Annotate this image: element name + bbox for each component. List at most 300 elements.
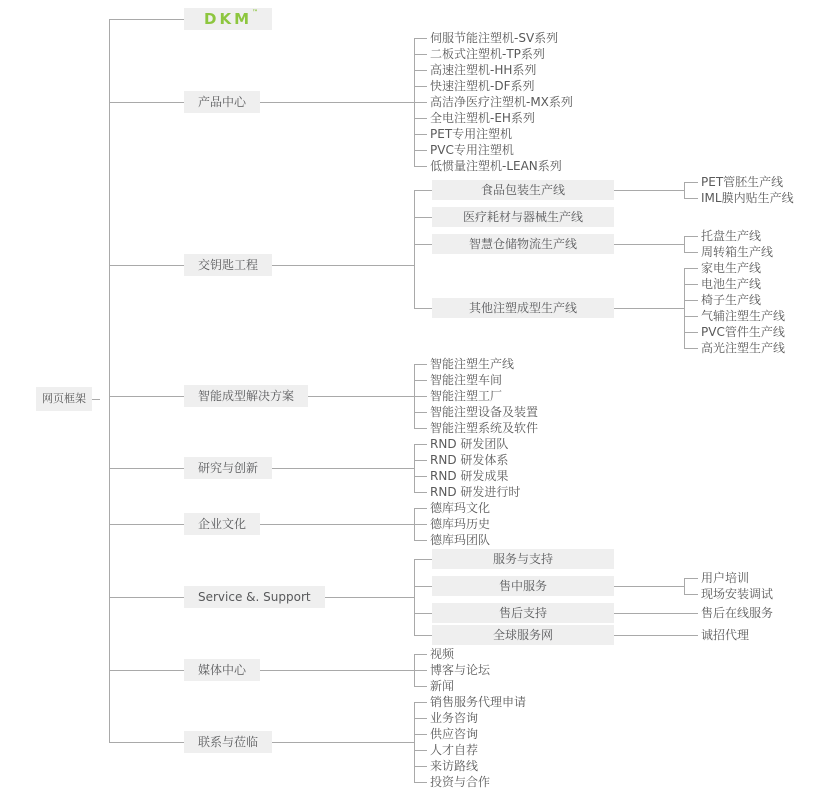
connector-line [414,244,432,245]
cell-global-service-network [414,624,684,646]
children-of-media-center [414,646,490,694]
cell-corporate-culture [109,513,414,535]
node-label: 家电生产线 [701,261,762,275]
connector-line [414,428,427,429]
cell-smart-warehouse-logistics-line [414,233,684,255]
connector-line [414,308,432,309]
branch-dkm-history [414,516,490,532]
node-label: 交钥匙工程 [198,258,259,272]
cell-dkm-logo [109,8,414,30]
branch-smart-injection-software [414,420,538,436]
branch-mx-series [414,94,573,110]
cell-rnd-team [414,436,508,452]
node-label: 智能注塑生产线 [430,357,515,371]
node-pet-preform-line[interactable] [698,174,783,190]
node-label: 快速注塑机-DF系列 [430,79,535,93]
node-label: 来访路线 [430,759,479,773]
connector-line [109,597,184,598]
connector-line [414,217,432,218]
node-label: 媒体中心 [198,663,247,677]
connector-line [414,702,427,703]
node-smart-injection-workshop[interactable] [427,372,502,388]
node-label: 智能注塑系统及软件 [430,421,539,435]
node-label: 德库玛文化 [430,501,491,515]
node-iml-in-mold-label-line[interactable] [698,190,794,206]
node-df-series[interactable] [427,78,534,94]
node-label: 其他注塑成型生产线 [468,301,577,315]
node-user-training[interactable] [698,570,749,586]
node-smart-molding-solutions[interactable] [184,385,308,407]
branch-onsite-installation-debugging [684,586,773,602]
branch-smart-warehouse-logistics-line [414,228,794,260]
branch-hh-series [414,62,573,78]
node-rnd-achievements[interactable] [427,468,508,484]
node-service-support[interactable] [184,586,325,608]
node-label: 销售服务代理申请 [430,695,527,709]
node-sales-agent-application[interactable] [427,694,526,710]
connector-line [684,594,698,595]
connector-line [414,559,432,560]
branch-turnkey-project [109,174,794,356]
node-corporate-culture[interactable] [184,513,260,535]
node-label: 德库玛历史 [430,517,491,531]
node-label: 电池生产线 [701,277,762,291]
connector-line [414,734,427,735]
cell-after-sale-online-service [684,605,773,621]
cell-news [414,678,454,694]
children-of-smart-molding-solutions [414,356,538,436]
connector-line [414,412,427,413]
branch-rnd-ongoing [414,484,520,500]
connector-line [109,396,184,397]
connector-line [272,265,414,266]
node-smart-injection-equipment[interactable] [427,404,538,420]
branch-talent-recommendation [414,742,526,758]
connector-line [109,265,184,266]
connector-line [684,268,698,269]
connector-line [684,316,698,317]
node-supply-inquiry[interactable] [427,726,478,742]
cell-service-and-support [414,548,684,570]
node-label: 产品中心 [198,95,247,109]
children-of-in-sale-service [684,570,773,602]
connector-line [414,782,427,783]
node-label: 气辅注塑生产线 [701,309,786,323]
cell-pvc-machine [414,142,514,158]
connector-line [414,364,427,365]
connector-line [109,19,184,20]
cell-hh-series [414,62,536,78]
node-label: 研究与创新 [198,461,259,475]
branch-iml-in-mold-label-line [684,190,794,206]
node-label: 服务与支持 [492,552,553,566]
branch-product-center [109,30,794,174]
connector-line [414,670,427,671]
cell-rnd-achievements [414,468,508,484]
node-onsite-installation-debugging[interactable] [698,586,773,602]
children-of-research-innovation [414,436,520,500]
node-food-packaging-line[interactable] [432,180,614,200]
node-page-frame[interactable] [36,387,92,411]
node-hh-series[interactable] [427,62,536,78]
node-label: 全球服务网 [492,628,553,642]
cell-smart-injection-workshop [414,372,502,388]
node-label: PET管胚生产线 [701,175,784,189]
node-sv-series[interactable] [427,30,558,46]
branch-pet-machine [414,126,573,142]
branch-blog-forum [414,662,490,678]
branch-food-packaging-line [414,174,794,206]
node-dkm-team[interactable] [427,532,490,548]
connector-line [109,524,184,525]
connector-line [614,635,684,636]
cell-sv-series [414,30,558,46]
node-label: 业务咨询 [430,711,479,725]
connector-line [614,586,684,587]
connector-line [414,134,427,135]
node-label: 高速注塑机-HH系列 [430,63,537,77]
node-label: Service &. Support [198,590,311,604]
connector-line [414,524,427,525]
node-medical-consumables-line[interactable] [432,207,614,227]
node-label: 高洁净医疗注塑机-MX系列 [430,95,573,109]
branch-pvc-fitting-line [684,324,785,340]
cell-in-sale-service [414,575,684,597]
node-other-injection-molding-line[interactable] [432,298,614,318]
node-pvc-fitting-line[interactable] [698,324,785,340]
cell-high-gloss-line [684,340,785,356]
connector-line [684,613,698,614]
connector-line [414,540,427,541]
connector-line [684,578,698,579]
branch-gas-assist-line [684,308,785,324]
cell-smart-injection-factory [414,388,502,404]
node-after-sale-online-service[interactable] [698,605,773,621]
connector-line [414,86,427,87]
node-blog-forum[interactable] [427,662,490,678]
cell-eh-series [414,110,535,126]
cell-dkm-history [414,516,490,532]
branch-supply-inquiry [414,726,526,742]
branch-service-support [109,548,794,646]
connector-line [272,468,414,469]
node-label: 企业文化 [198,517,247,531]
branch-df-series [414,78,573,94]
branch-news [414,678,490,694]
node-pet-machine[interactable] [427,126,512,142]
node-label: 伺服节能注塑机-SV系列 [430,31,559,45]
branch-global-service-network [414,624,773,646]
node-label: 智能成型解决方案 [198,389,295,403]
trademark-icon: ™ [252,9,259,16]
cell-page-frame [36,387,109,411]
branch-smart-molding-solutions [109,356,794,436]
cell-lean-series [414,158,562,174]
connector-line [414,492,427,493]
branch-sales-agent-application [414,694,526,710]
children-of-corporate-culture [414,500,490,548]
branch-chair-line [684,292,785,308]
connector-line [92,399,100,400]
cell-rnd-ongoing [414,484,520,500]
node-label: 联系与莅临 [198,735,259,749]
connector-line [260,102,414,103]
children-of-food-packaging-line [684,174,794,206]
connector-line [614,190,684,191]
cell-service-support [109,586,414,608]
connector-line [109,742,184,743]
connector-line [684,635,698,636]
connector-line [414,508,427,509]
connector-line [414,396,427,397]
node-appliance-line[interactable] [698,260,761,276]
branch-after-sale-online-service [684,605,773,621]
branch-agent-recruitment [684,627,749,643]
cell-dkm-culture [414,500,490,516]
cell-contact-visit [109,731,414,753]
cell-visit-route [414,758,478,774]
connector-line [684,348,698,349]
connector-line [272,742,414,743]
connector-line [414,613,432,614]
cell-agent-recruitment [684,627,749,643]
branch-appliance-line [684,260,785,276]
connector-line [414,654,427,655]
node-label: 诚招代理 [701,628,750,642]
cell-turnkey-project [109,254,414,276]
branch-sv-series [414,30,573,46]
node-talent-recommendation[interactable] [427,742,478,758]
children-of-service-support [414,548,773,646]
cell-smart-injection-equipment [414,404,538,420]
node-pallet-line[interactable] [698,228,761,244]
node-smart-warehouse-logistics-line[interactable] [432,234,614,254]
node-mx-series[interactable] [427,94,573,110]
node-label: 现场安装调试 [701,587,774,601]
node-label: 食品包装生产线 [480,183,565,197]
connector-line [414,635,432,636]
node-rnd-team[interactable] [427,436,508,452]
cell-pallet-line [684,228,761,244]
node-label: 高光注塑生产线 [701,341,786,355]
cell-business-inquiry [414,710,478,726]
connector-line [414,718,427,719]
cell-media-center [109,659,414,681]
connector-line [614,308,684,309]
node-turnover-crate-line[interactable] [698,244,773,260]
branch-pallet-line [684,228,773,244]
cell-smart-molding-solutions [109,385,414,407]
branch-research-innovation [109,436,794,500]
branch-eh-series [414,110,573,126]
cell-battery-line [684,276,761,292]
connector-line [414,686,427,687]
branch-turnover-crate-line [684,244,773,260]
branch-dkm-logo [109,8,794,30]
branch-page-frame [36,8,794,790]
node-investment-cooperation[interactable] [427,774,490,790]
branch-investment-cooperation [414,774,526,790]
branch-dkm-culture [414,500,490,516]
cell-smart-injection-line [414,356,514,372]
cell-turnover-crate-line [684,244,773,260]
connector-line [414,118,427,119]
children-of-other-injection-molding-line [684,260,785,356]
cell-dkm-team [414,532,490,548]
node-label: RND 研发进行时 [430,485,521,499]
node-smart-injection-line[interactable] [427,356,514,372]
node-smart-injection-factory[interactable] [427,388,502,404]
node-business-inquiry[interactable] [427,710,478,726]
node-media-center[interactable] [184,659,260,681]
cell-video [414,646,454,662]
cell-product-center [109,91,414,113]
children-of-smart-warehouse-logistics-line [684,228,773,260]
connector-line [614,244,684,245]
node-label: PET专用注塑机 [430,127,513,141]
children-of-after-sale-support [684,605,773,621]
cell-tp-series [414,46,545,62]
children-of-product-center [414,30,573,174]
connector-line [109,468,184,469]
cell-pvc-fitting-line [684,324,785,340]
node-label: 智慧仓储物流生产线 [468,237,577,251]
cell-research-innovation [109,457,414,479]
node-in-sale-service[interactable] [432,576,614,596]
node-chair-line[interactable] [698,292,761,308]
cell-supply-inquiry [414,726,478,742]
node-gas-assist-line[interactable] [698,308,785,324]
branch-pvc-machine [414,142,573,158]
connector-line [684,332,698,333]
node-label: 全电注塑机-EH系列 [430,111,535,125]
node-label: RND 研发团队 [430,437,509,451]
node-turnkey-project[interactable] [184,254,272,276]
node-dkm-culture[interactable] [427,500,490,516]
node-global-service-network[interactable] [432,625,614,645]
cell-gas-assist-line [684,308,785,324]
children-of-turnkey-project [414,174,794,356]
connector-line [414,38,427,39]
branch-visit-route [414,758,526,774]
node-label: PVC专用注塑机 [430,143,514,157]
cell-medical-consumables-line [414,206,684,228]
branch-smart-injection-factory [414,388,538,404]
branch-after-sale-support [414,602,773,624]
node-label: 智能注塑设备及装置 [430,405,539,419]
node-visit-route[interactable] [427,758,478,774]
node-smart-injection-software[interactable] [427,420,538,436]
node-label: 售后在线服务 [701,606,774,620]
connector-line [684,236,698,237]
node-label: 售后支持 [498,606,547,620]
node-label: 人才自荐 [430,743,479,757]
node-dkm-logo[interactable] [184,8,272,30]
cell-rnd-system [414,452,508,468]
node-label: 周转箱生产线 [701,245,774,259]
node-rnd-system[interactable] [427,452,508,468]
node-agent-recruitment[interactable] [698,627,749,643]
node-label: 用户培训 [701,571,750,585]
connector-line [684,284,698,285]
branch-service-and-support [414,548,773,570]
cell-blog-forum [414,662,490,678]
branch-smart-injection-line [414,356,538,372]
connector-line [414,476,427,477]
connector-line [614,613,684,614]
node-eh-series[interactable] [427,110,535,126]
node-after-sale-support[interactable] [432,603,614,623]
children-of-global-service-network [684,627,749,643]
node-research-innovation[interactable] [184,457,272,479]
node-contact-visit[interactable] [184,731,272,753]
connector-line [414,750,427,751]
connector-line [109,102,184,103]
node-label: PVC管件生产线 [701,325,785,339]
node-service-and-support[interactable] [432,549,614,569]
node-label: 售中服务 [498,579,547,593]
node-label: 博客与论坛 [430,663,491,677]
branch-rnd-achievements [414,468,520,484]
connector-line [414,444,427,445]
node-label: 椅子生产线 [701,293,762,307]
branch-contact-visit [109,694,794,790]
node-label: 二板式注塑机-TP系列 [430,47,545,61]
node-label: RND 研发成果 [430,469,509,483]
node-label: 托盘生产线 [701,229,762,243]
node-label: IML膜内贴生产线 [701,191,794,205]
node-rnd-ongoing[interactable] [427,484,520,500]
node-news[interactable] [427,678,454,694]
cell-sales-agent-application [414,694,526,710]
connector-line [414,190,432,191]
connector-line [260,670,414,671]
connector-line [414,380,427,381]
node-tp-series[interactable] [427,46,545,62]
node-label: 新闻 [430,679,455,693]
connector-line [414,586,432,587]
connector-line [308,396,414,397]
node-product-center[interactable] [184,91,260,113]
node-label: DKM [204,10,253,28]
connector-line [414,150,427,151]
connector-line [109,670,184,671]
node-dkm-history[interactable] [427,516,490,532]
connector-line [684,182,698,183]
node-pvc-machine[interactable] [427,142,514,158]
connector-line [684,252,698,253]
node-video[interactable] [427,646,454,662]
connector-line [414,766,427,767]
cell-pet-machine [414,126,512,142]
cell-mx-series [414,94,573,110]
cell-onsite-installation-debugging [684,586,773,602]
connector-line [260,524,414,525]
branch-smart-injection-equipment [414,404,538,420]
branch-smart-injection-workshop [414,372,538,388]
node-battery-line[interactable] [698,276,761,292]
node-lean-series[interactable] [427,158,562,174]
connector-line [325,597,414,598]
node-label: 医疗耗材与器械生产线 [462,210,583,224]
branch-corporate-culture [109,500,794,548]
node-high-gloss-line[interactable] [698,340,785,356]
connector-line [414,54,427,55]
node-label: RND 研发体系 [430,453,509,467]
cell-chair-line [684,292,761,308]
cell-investment-cooperation [414,774,490,790]
branch-in-sale-service [414,570,773,602]
